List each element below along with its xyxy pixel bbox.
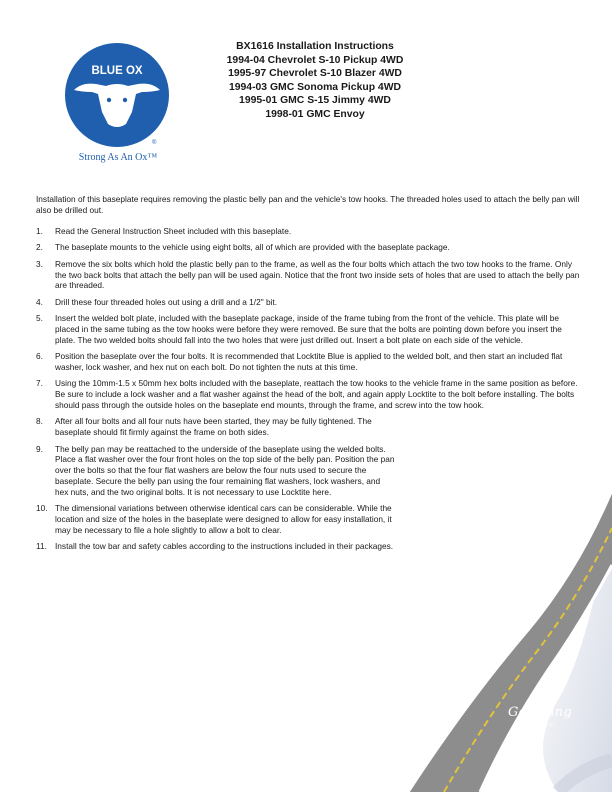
- step-number: 4.: [36, 296, 43, 307]
- step-item: [36, 416, 395, 438]
- step-item: [36, 444, 395, 498]
- step-number: 3.: [36, 258, 43, 269]
- step-number: 2.: [36, 242, 43, 253]
- step-number: 7.: [36, 378, 43, 389]
- blue-ox-logo: [62, 40, 172, 150]
- step-number: 5.: [36, 313, 43, 324]
- step-item: [36, 351, 580, 373]
- logo-tagline: Strong As An Ox™: [78, 152, 158, 163]
- step-item: [36, 503, 395, 535]
- step-number: 1.: [36, 226, 43, 236]
- step-text: After all four bolts and all four nuts have been started, they may be fully tightened. The baseplate should fit firmly against the frame on both sides.: [55, 416, 372, 438]
- step-item: [36, 378, 580, 410]
- step-item: [36, 259, 580, 291]
- step-item: [36, 242, 580, 253]
- ox-eye-left: [107, 98, 111, 102]
- step-number: 11.: [36, 541, 47, 552]
- vehicle-line: 1995-01 GMC S-15 Jimmy 4WD: [239, 95, 391, 107]
- step-item: [36, 313, 580, 345]
- step-number: 9.: [36, 443, 43, 454]
- vehicle-line: 1998-01 GMC Envoy: [265, 108, 365, 120]
- step-text: Remove the six bolts which hold the plastic belly pan to the frame, as well as the four bolts which attach the two tow hooks to the frame. Only the two back bolts that attach the belly pan will be used again. Notice that the front two inside sets of holes that are used to attach the belly pan are threaded.: [55, 258, 580, 291]
- logo-brand-text: BLUE OX: [91, 65, 143, 77]
- step-text: The baseplate mounts to the vehicle using eight bolts, all of which are provided with the baseplate package.: [55, 242, 450, 253]
- ox-eye-right: [123, 98, 127, 102]
- go-rving-tagline: Life's a Trip: [524, 722, 554, 727]
- vehicle-line: 1994-03 GMC Sonoma Pickup 4WD: [228, 81, 402, 93]
- step-item: [36, 226, 580, 237]
- registered-mark-icon: ®: [152, 140, 157, 146]
- step-number: 10.: [36, 503, 48, 514]
- vehicle-line: 1995-97 Chevrolet S-10 Blazer 4WD: [228, 68, 402, 80]
- step-text: Position the baseplate over the four bolts. It is recommended that Locktite Blue is applied to the welded bolt, and then start an included flat washer, lock washer, and hex nut on each bolt. Do not tighten the nuts at this time.: [55, 351, 563, 372]
- document-title-block: [190, 40, 440, 122]
- step-text: The dimensional variations between otherwise identical cars can be considerable. While the location and size of the holes in the baseplate were designed to allow for easy installation, it may be necessary to file a hole slightly to allow a bolt to clear.: [55, 503, 392, 535]
- step-text: The belly pan may be reattached to the underside of the baseplate using the welded bolts. Place a flat washer over the four front holes on the top side of the belly pan. Position the pan over the bolts so that the four flat washers are below the four nuts used to secure the baseplate. Secure the belly pan using the four remaining flat washers, lock washers, and hex nuts, and the two original bolts. It is not necessary to use Locktite here.: [55, 443, 395, 497]
- step-number: 8.: [36, 416, 43, 427]
- step-text: Read the General Instruction Sheet included with this baseplate.: [55, 226, 292, 236]
- step-number: 6.: [36, 351, 43, 362]
- step-text: Using the 10mm-1.5 x 50mm hex bolts included with the baseplate, reattach the tow hooks to the vehicle frame in the same position as before. Be sure to include a lock washer and a flat washer against the head of the bolt, and again apply Locktite to the bolt before installing. The bolts should pass through the outside holes on the baseplate end mounts, through the frame, and screw into the tow hook.: [55, 378, 578, 410]
- vehicle-line: 1994-04 Chevrolet S-10 Pickup 4WD: [226, 54, 404, 66]
- go-rving-road-graphic: [408, 470, 612, 792]
- intro-paragraph: Installation of this baseplate requires removing the plastic belly pan and the vehicle's tow hooks. The threaded holes used to attach the belly pan will also be drilled out.: [36, 194, 580, 216]
- step-item: [36, 541, 395, 552]
- step-text: Install the tow bar and safety cables according to the instructions included in their packages.: [55, 541, 394, 552]
- step-item: [36, 297, 580, 308]
- document-title: BX1616 Installation Instructions: [236, 41, 394, 52]
- step-text: Insert the welded bolt plate, included with the baseplate package, inside of the frame tubing from the front of the vehicle. This plate will be placed in the same tubing as the tow hooks were before they were removed. Be sure that the bolts are pointing down before you insert the plate. The two welded bolts should fall into the two holes that were just drilled out. Insert a bolt plate on each side of the vehicle.: [55, 313, 562, 345]
- go-rving-logo-text: Go RVing: [508, 705, 573, 720]
- step-text: Drill these four threaded holes out using a drill and a 1/2" bit.: [55, 296, 278, 307]
